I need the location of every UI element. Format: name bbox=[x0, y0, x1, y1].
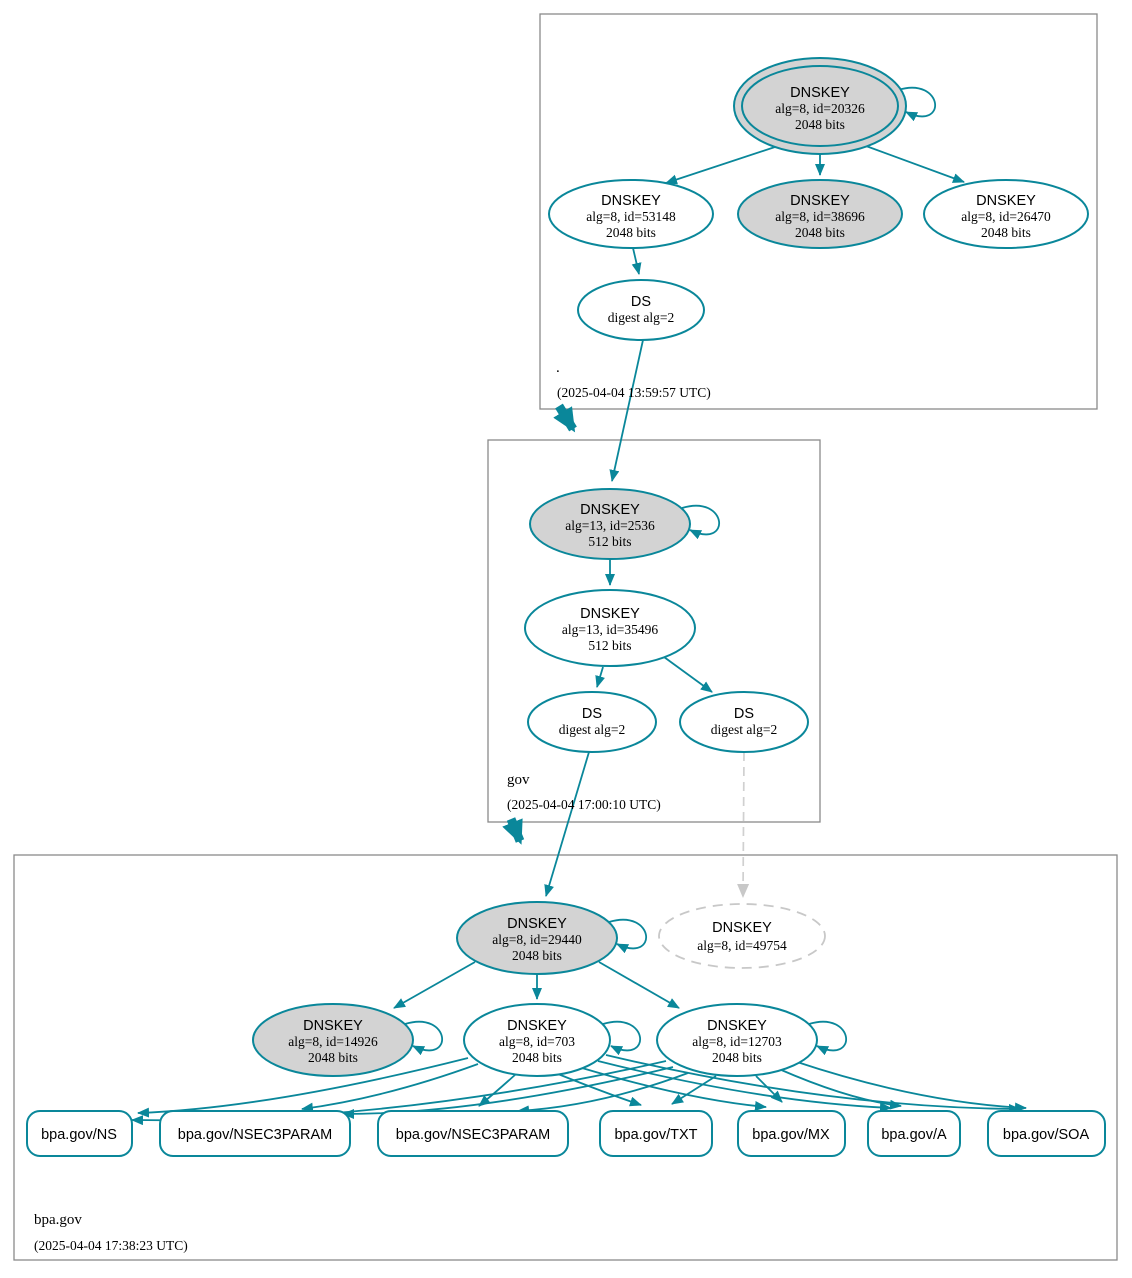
dnskey-node-53148 bbox=[549, 180, 713, 248]
rrset-mx-label: bpa.gov/MX bbox=[752, 1127, 830, 1143]
ds-node-gov-2 bbox=[680, 692, 808, 752]
edge-gov-ds-to-bpa-ksk bbox=[546, 752, 589, 896]
dnskey-node-12703 bbox=[657, 1004, 817, 1076]
edge-insecure-ds-to-dnskey-49754 bbox=[743, 752, 744, 896]
edge-53148-ds bbox=[633, 248, 639, 274]
dnskey-node-20326 bbox=[734, 58, 906, 154]
rrset-node-a bbox=[868, 1111, 960, 1156]
edge-35496-ds1 bbox=[597, 667, 603, 687]
rrset-node-nsec3param-1 bbox=[160, 1111, 350, 1156]
dnskey-703-bits: 2048 bits bbox=[512, 1050, 562, 1065]
dnskey-node-49754-insecure bbox=[659, 904, 825, 968]
rrset-node-ns bbox=[27, 1111, 132, 1156]
rrset-nsec3param-1-label: bpa.gov/NSEC3PARAM bbox=[177, 1127, 333, 1143]
dnskey-node-703 bbox=[464, 1004, 610, 1076]
ds-node-gov-1 bbox=[528, 692, 656, 752]
dnskey-29440-title: DNSKEY bbox=[507, 916, 567, 932]
dnskey-703-detail: alg=8, id=703 bbox=[499, 1034, 575, 1049]
dnskey-12703-detail: alg=8, id=12703 bbox=[692, 1034, 782, 1049]
rrsig-edge-12703-soa bbox=[794, 1061, 1026, 1108]
ds-gov-2-title: DS bbox=[733, 706, 755, 722]
ds-gov-1-detail: digest alg=2 bbox=[558, 722, 626, 737]
dnskey-53148-detail: alg=8, id=53148 bbox=[586, 209, 676, 224]
dnskey-14926-detail: alg=8, id=14926 bbox=[288, 1034, 378, 1049]
ds-node-root bbox=[578, 280, 704, 340]
dnskey-35496-title: DNSKEY bbox=[580, 606, 640, 622]
dnskey-14926-bits: 2048 bits bbox=[308, 1050, 358, 1065]
dnskey-38696-bits: 2048 bits bbox=[795, 225, 845, 240]
rrset-a-label: bpa.gov/A bbox=[881, 1127, 947, 1143]
dnskey-2536-title: DNSKEY bbox=[580, 502, 640, 518]
dnskey-node-35496 bbox=[525, 590, 695, 666]
dnskey-29440-bits: 2048 bits bbox=[512, 948, 562, 963]
rrset-nsec3param-2-label: bpa.gov/NSEC3PARAM bbox=[395, 1127, 551, 1143]
edge-root-ds-to-gov-ksk bbox=[612, 340, 643, 481]
dnskey-35496-bits: 512 bits bbox=[588, 638, 632, 653]
dnskey-38696-detail: alg=8, id=38696 bbox=[775, 209, 865, 224]
rrset-txt-label: bpa.gov/TXT bbox=[614, 1127, 698, 1143]
zone-label-gov: gov bbox=[507, 772, 530, 788]
dnskey-53148-bits: 2048 bits bbox=[606, 225, 656, 240]
dnskey-node-2536 bbox=[530, 489, 690, 559]
dnskey-20326-bits: 2048 bits bbox=[795, 117, 845, 132]
rrset-node-txt bbox=[600, 1111, 712, 1156]
rrset-soa-label: bpa.gov/SOA bbox=[1002, 1127, 1090, 1143]
edge-29440-14926 bbox=[394, 962, 475, 1008]
dnskey-2536-detail: alg=13, id=2536 bbox=[565, 518, 655, 533]
edge-20326-26470 bbox=[866, 146, 964, 182]
zone-timestamp-bpa-gov: (2025-04-04 17:38:23 UTC) bbox=[34, 1238, 188, 1253]
edge-20326-53148 bbox=[666, 147, 775, 183]
dnskey-35496-detail: alg=13, id=35496 bbox=[561, 622, 659, 637]
rrset-node-soa bbox=[988, 1111, 1105, 1156]
zone-label-root: . bbox=[556, 360, 560, 376]
ds-root-detail: digest alg=2 bbox=[607, 310, 675, 325]
zone-timestamp-gov: (2025-04-04 17:00:10 UTC) bbox=[507, 797, 661, 812]
dnskey-20326-title: DNSKEY bbox=[790, 85, 850, 101]
dnskey-2536-bits: 512 bits bbox=[588, 534, 632, 549]
rrset-ns-label: bpa.gov/NS bbox=[41, 1127, 117, 1143]
dnskey-26470-title: DNSKEY bbox=[976, 193, 1036, 209]
dnskey-26470-detail: alg=8, id=26470 bbox=[961, 209, 1051, 224]
edge-29440-12703 bbox=[599, 962, 679, 1008]
dnskey-38696-title: DNSKEY bbox=[790, 193, 850, 209]
dnskey-29440-detail: alg=8, id=29440 bbox=[492, 932, 582, 947]
dnskey-26470-bits: 2048 bits bbox=[981, 225, 1031, 240]
dnskey-49754-ellipse[interactable] bbox=[659, 904, 825, 968]
rrset-node-mx bbox=[738, 1111, 845, 1156]
dnskey-49754-detail: alg=8, id=49754 bbox=[697, 938, 787, 953]
dnskey-53148-title: DNSKEY bbox=[601, 193, 661, 209]
rrset-node-nsec3param-2 bbox=[378, 1111, 568, 1156]
dnskey-12703-bits: 2048 bits bbox=[712, 1050, 762, 1065]
dnskey-703-title: DNSKEY bbox=[507, 1018, 567, 1034]
dnskey-node-26470 bbox=[924, 180, 1088, 248]
dnskey-node-14926 bbox=[253, 1004, 413, 1076]
ds-gov-2-detail: digest alg=2 bbox=[710, 722, 778, 737]
ds-gov-1-title: DS bbox=[581, 706, 603, 722]
zone-label-bpa-gov: bpa.gov bbox=[34, 1212, 82, 1228]
dnskey-node-38696 bbox=[738, 180, 902, 248]
edge-35496-ds2 bbox=[664, 657, 712, 692]
dnskey-49754-title: DNSKEY bbox=[712, 920, 772, 936]
ds-root-title: DS bbox=[630, 294, 652, 310]
dnskey-20326-detail: alg=8, id=20326 bbox=[775, 101, 865, 116]
dnskey-12703-title: DNSKEY bbox=[707, 1018, 767, 1034]
dnskey-14926-title: DNSKEY bbox=[303, 1018, 363, 1034]
zone-timestamp-root: (2025-04-04 13:59:57 UTC) bbox=[557, 385, 711, 400]
dnskey-node-29440 bbox=[457, 902, 617, 974]
